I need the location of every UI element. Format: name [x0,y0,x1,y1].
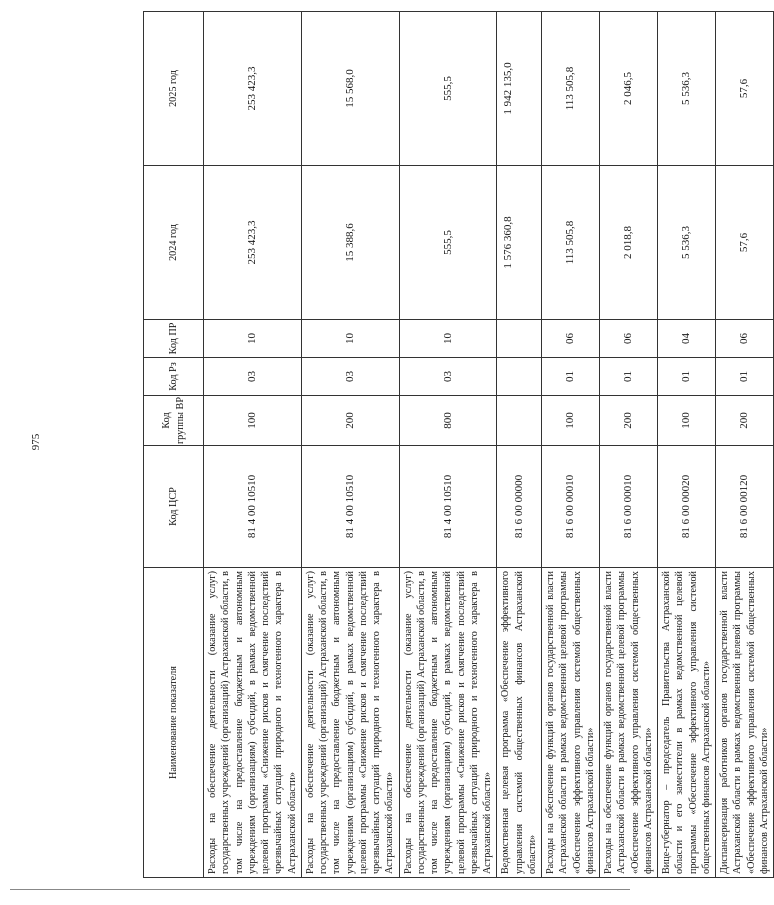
row-pr: 10 [301,320,399,358]
rotated-table-container [143,12,770,878]
table-row [399,12,497,878]
row-pr: 10 [204,320,302,358]
row-name: Вице-губернатор – председатель Правительства Астраханской области и его заместители в рамках ведомственной целевой программы «Обеспечение эффективного управления системой общественных финансов Астраханской области» [658,568,716,878]
table-row [204,12,302,878]
header-csr: Код ЦСР [144,446,204,568]
table-row [716,12,774,878]
row-vr: 200 [716,396,774,446]
row-name: Ведомственная целевая программа «Обеспечение эффективного управления системой общественных финансов Астраханской области» [497,568,542,878]
row-rz: 01 [716,358,774,396]
budget-table [143,11,774,878]
row-2024: 1 576 360,8 [497,166,542,320]
row-2024: 113 505,8 [542,166,600,320]
row-pr: 04 [658,320,716,358]
table-row [658,12,716,878]
row-pr: 06 [600,320,658,358]
header-2025: 2025 год [144,12,204,166]
table-row [301,12,399,878]
row-name: Расходы на обеспечение деятельности (оказание услуг) государственных учреждений (организаций) Астраханской области, в том числе на предоставление бюджетным и автономным учреждениям (организациям) субсидий, в рамках ведомственной целевой программы «Снижение рисков и смягчение последствий чрезвычайных ситуаций природного и техногенного характера в Астраханской области» [204,568,302,878]
row-2025: 57,6 [716,12,774,166]
row-rz: 01 [600,358,658,396]
row-2025: 2 046,5 [600,12,658,166]
row-name: Расходы на обеспечение функций органов государственной власти Астраханской области в рамках ведомственной целевой программы «Обеспечение эффективного управления системой общественных финансов Астраханской области» [600,568,658,878]
row-2025: 555,5 [399,12,497,166]
row-csr: 81 6 00 00020 [658,446,716,568]
row-rz: 03 [204,358,302,396]
row-csr: 81 6 00 00010 [600,446,658,568]
row-name: Расходы на обеспечение функций органов государственной власти Астраханской области в рамках ведомственной целевой программы «Обеспечение эффективного управления системой общественных финансов Астраханской области» [542,568,600,878]
row-pr: 06 [542,320,600,358]
header-name: Наименование показателя [144,568,204,878]
row-csr: 81 6 00 00010 [542,446,600,568]
row-rz: 03 [399,358,497,396]
row-vr: 100 [542,396,600,446]
row-2024: 253 423,3 [204,166,302,320]
row-name: Расходы на обеспечение деятельности (оказание услуг) государственных учреждений (организаций) Астраханской области, в том числе на предоставление бюджетным и автономным учреждениям (организациям) субсидий, в рамках ведомственной целевой программы «Снижение рисков и смягчение последствий чрезвычайных ситуаций природного и техногенного характера в Астраханской области» [399,568,497,878]
header-pr: Код ПР [144,320,204,358]
table-row [497,12,542,878]
row-rz: 01 [658,358,716,396]
row-rz: 01 [542,358,600,396]
row-vr: 200 [301,396,399,446]
row-pr: 10 [399,320,497,358]
row-2025: 1 942 135,0 [497,12,542,166]
bottom-scan-rule [10,889,630,890]
row-csr: 81 4 00 10510 [204,446,302,568]
row-csr: 81 4 00 10510 [301,446,399,568]
row-2024: 2 018,8 [600,166,658,320]
row-csr: 81 4 00 10510 [399,446,497,568]
row-2024: 555,5 [399,166,497,320]
header-rz: Код Рз [144,358,204,396]
row-2024: 5 536,3 [658,166,716,320]
row-rz [497,358,542,396]
row-2024: 57,6 [716,166,774,320]
row-name: Расходы на обеспечение деятельности (оказание услуг) государственных учреждений (организаций) Астраханской области, в том числе на предоставление бюджетным и автономным учреждениям (организациям) субсидий, в рамках ведомственной целевой программы «Снижение рисков и смягчение последствий чрезвычайных ситуаций природного и техногенного характера в Астраханской области» [301,568,399,878]
header-2024: 2024 год [144,166,204,320]
row-vr: 100 [658,396,716,446]
row-vr: 100 [204,396,302,446]
table-row [600,12,658,878]
row-vr [497,396,542,446]
row-pr [497,320,542,358]
row-rz: 03 [301,358,399,396]
row-vr: 800 [399,396,497,446]
row-2025: 113 505,8 [542,12,600,166]
row-csr: 81 6 00 00120 [716,446,774,568]
table-header-row [144,12,204,878]
row-2024: 15 388,6 [301,166,399,320]
row-name: Диспансеризация работников органов государственной власти Астраханской области в рамках ведомственной целевой программы «Обеспечение эффективного управления системой общественных финансов Астраханской области» [716,568,774,878]
header-vr: Код группы ВР [144,396,204,446]
row-2025: 253 423,3 [204,12,302,166]
row-pr: 06 [716,320,774,358]
page-number: 975 [30,433,42,451]
row-vr: 200 [600,396,658,446]
row-csr: 81 6 00 00000 [497,446,542,568]
row-2025: 5 536,3 [658,12,716,166]
row-2025: 15 568,0 [301,12,399,166]
table-row [542,12,600,878]
